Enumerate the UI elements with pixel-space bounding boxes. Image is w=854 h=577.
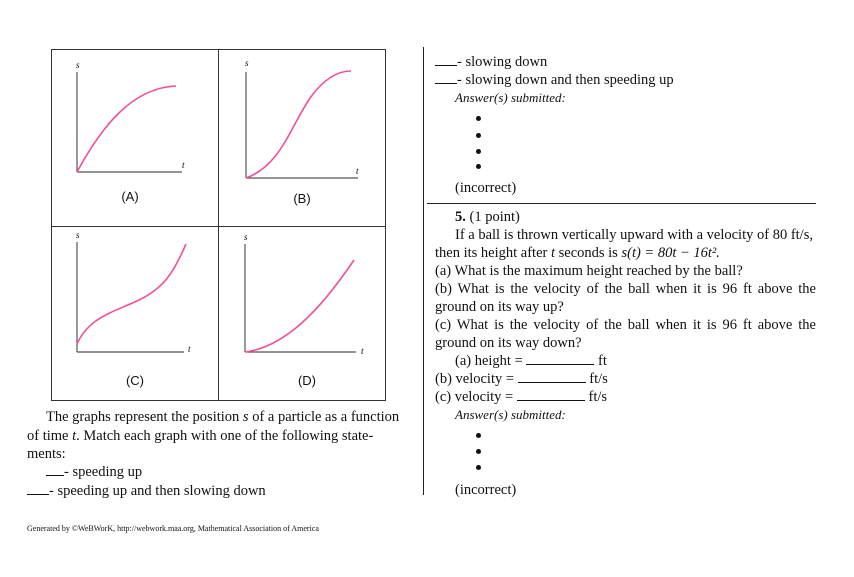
graph-label-a: (A) [121,189,139,204]
answer-blank[interactable] [435,73,457,84]
submitted-answer-bullet [476,465,481,470]
answer-blank[interactable] [27,484,49,495]
answer-blank[interactable] [435,55,457,66]
question-a: (a) What is the maximum height reached by the ball? [435,263,743,279]
question-c-line2: ground on its way down? [435,335,582,351]
submitted-answer-bullet [476,149,481,154]
option-speeding-up: - speeding up [46,463,142,481]
footer-credit: Generated by ©WeBWorK, http://webwork.maa.org, Mathematical Association of America [27,524,319,533]
velocity-down-input[interactable] [517,390,585,401]
grid-divider-horizontal [51,226,386,227]
answers-submitted-label: Answer(s) submitted: [455,407,566,422]
height-input[interactable] [526,354,594,365]
graph-panel-a [66,58,196,183]
position-curve [245,260,354,352]
velocity-up-answer-row: (b) velocity = ft/s [435,371,608,387]
problem4-status: (incorrect) [455,180,517,196]
submitted-answer-bullet [476,164,481,169]
graph-panel-c [64,232,199,357]
t-axis-label: t [356,166,359,176]
option-slowing-down: - slowing down [435,53,547,71]
answers-submitted-label: Answer(s) submitted: [455,90,566,105]
grid-divider-vertical [218,49,219,401]
s-axis-label: s [245,58,249,68]
s-axis-label: s [76,232,80,240]
position-curve [246,71,351,178]
t-axis-label: t [361,346,364,356]
graph-label-b: (B) [293,191,311,206]
t-axis-label: t [182,160,185,170]
height-answer-row: (a) height = ft [455,353,607,369]
position-curve [77,244,186,344]
question-b-line2: ground on its way up? [435,299,564,315]
problem4-intro-line2: of time t. Match each graph with one of the following state- [27,428,374,444]
position-curve [77,86,176,172]
submitted-answer-bullet [476,116,481,121]
problem4-intro-line3: ments: [27,446,66,462]
submitted-answer-bullet [476,433,481,438]
problem4-intro-line1: The graphs represent the position s of a particle as a function [46,409,400,425]
problem5-header: 5. (1 point) [455,209,520,225]
graph-label-c: (C) [125,373,145,388]
problem5-status: (incorrect) [455,482,517,498]
position-formula: s(t) = 80t − 16t². [621,245,720,261]
problem5-line2: then its height after t seconds is s(t) = 80t − 16t². [435,245,720,261]
question-c-line1: (c) What is the velocity of the ball when it is 96 ft above the [435,317,816,333]
problem5-line1: If a ball is thrown vertically upward with a velocity of 80 ft/s, [455,227,813,243]
submitted-answer-bullet [476,449,481,454]
graph-panel-b [235,58,375,183]
column-separator [423,47,424,495]
graph-label-d: (D) [297,373,317,388]
answer-blank[interactable] [46,465,64,476]
option-speeding-up-then-slowing-down: - speeding up and then slowing down [27,482,266,500]
velocity-up-input[interactable] [518,372,586,383]
t-axis-label: t [188,344,191,354]
s-axis-label: s [244,232,248,242]
velocity-down-answer-row: (c) velocity = ft/s [435,389,608,405]
submitted-answer-bullet [476,133,481,138]
problem-divider [427,203,816,204]
s-axis-label: s [76,60,80,70]
option-slowing-down-then-speeding-up: - slowing down and then speeding up [435,71,674,89]
graph-panel-d [234,232,374,357]
question-b-line1: (b) What is the velocity of the ball when it is 96 ft above the [435,281,816,297]
